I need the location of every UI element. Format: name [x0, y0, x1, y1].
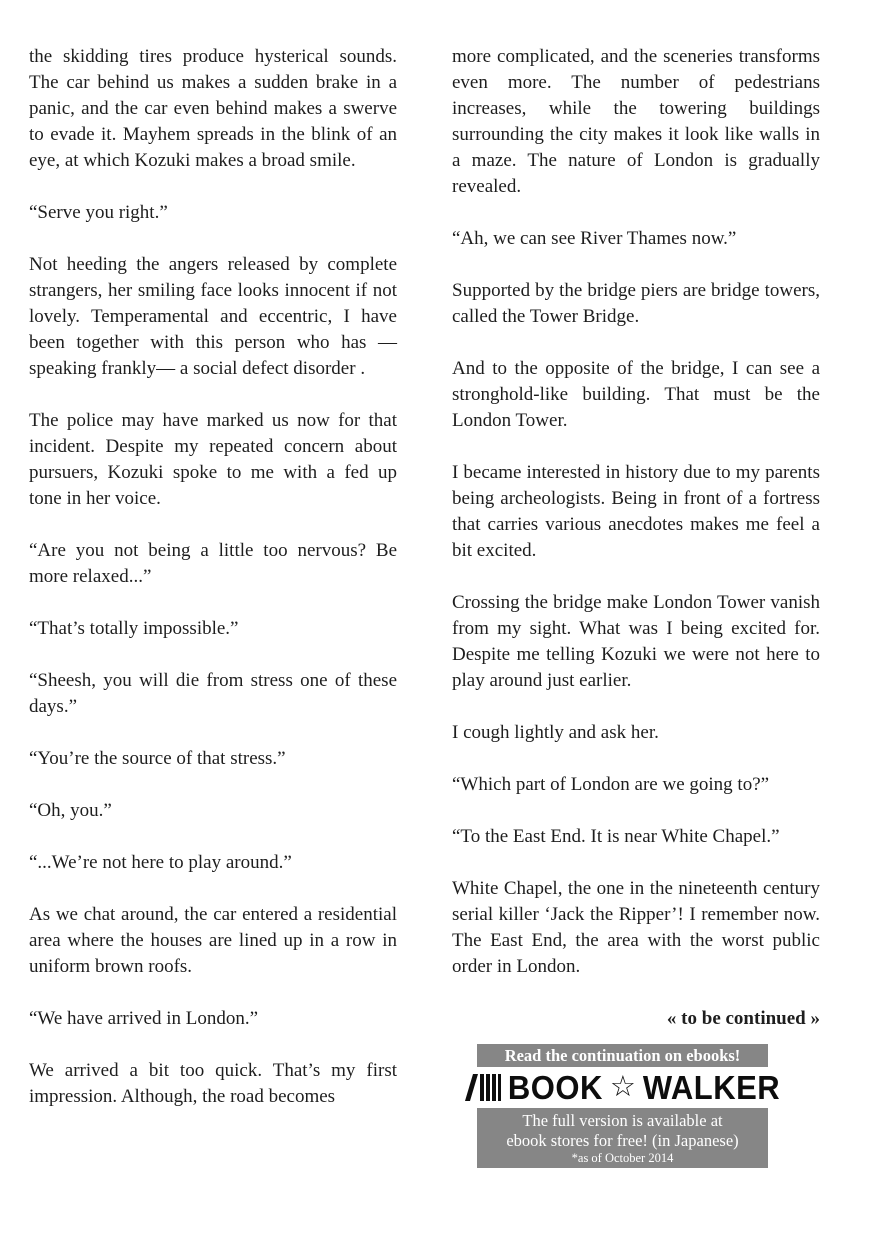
bookwalker-ad[interactable] — [477, 1044, 781, 1168]
paragraph: “You’re the source of that stress.” — [29, 748, 286, 769]
paragraph: Crossing the bridge make London Tower vanish from my sight. What was I being excited for. Despite me telling Kozuki we were not here to play around just earlier. — [452, 592, 820, 691]
paragraph: The police may have marked us now for that incident. Despite my repeated concern about pursuers, Kozuki spoke to me with a fed up tone in her voice. — [29, 410, 397, 509]
star-icon: ☆ — [609, 1070, 636, 1103]
paragraph: Not heeding the angers released by complete strangers, her smiling face looks innocent if not lovely. Temperamental and eccentric, I have been together with this person who has —speaking frankly— a social defect disorder . — [29, 254, 397, 379]
ad-footer-line2: ebook stores for free! (in Japanese) — [506, 1131, 739, 1150]
paragraph: I became interested in history due to my parents being archeologists. Being in front of a fortress that carries various anecdotes makes me feel a bit excited. — [452, 462, 820, 561]
paragraph: “To the East End. It is near White Chapel.” — [452, 826, 780, 847]
logo-text-book: BOOK — [507, 1068, 603, 1106]
paragraph: “Serve you right.” — [29, 202, 168, 223]
to-be-continued: « to be continued » — [666, 1008, 820, 1029]
right-column — [452, 44, 820, 1168]
paragraph: As we chat around, the car entered a residential area where the houses are lined up in a row in uniform brown roofs. — [29, 904, 397, 977]
paragraph: “Oh, you.” — [29, 800, 112, 821]
ad-footer-note: *as of October 2014 — [571, 1151, 674, 1165]
paragraph: We arrived a bit too quick. That’s my first impression. Although, the road becomes — [29, 1060, 397, 1107]
paragraph: “We have arrived in London.” — [29, 1008, 259, 1029]
paragraph: “Are you not being a little too nervous? Be more relaxed...” — [29, 540, 397, 587]
left-column — [29, 44, 397, 1136]
paragraph: White Chapel, the one in the nineteenth century serial killer ‘Jack the Ripper’! I remember now. The East End, the area with the worst public order in London. — [452, 878, 820, 977]
ad-headline: Read the continuation on ebooks! — [477, 1044, 768, 1067]
paragraph: the skidding tires produce hysterical sounds. The car behind us makes a sudden brake in a panic, and the car even behind makes a swerve to evade it. Mayhem spreads in the blink of an eye, at which Kozuki makes a broad smile. — [29, 46, 397, 171]
paragraph: I cough lightly and ask her. — [452, 722, 659, 743]
paragraph: Supported by the bridge piers are bridge towers, called the Tower Bridge. — [452, 280, 820, 327]
logo-text-walker: WALKER — [642, 1068, 781, 1106]
paragraph: “Ah, we can see River Thames now.” — [452, 228, 737, 249]
paragraph: And to the opposite of the bridge, I can see a stronghold-like building. That must be the London Tower. — [452, 358, 820, 431]
paragraph: “Sheesh, you will die from stress one of these days.” — [29, 670, 397, 717]
ad-footer-line1: The full version is available at — [522, 1111, 723, 1130]
paragraph: more complicated, and the sceneries transforms even more. The number of pedestrians increases, while the towering buildings surrounding the city makes it look like walls in a maze. The nature of London is gradually revealed. — [452, 46, 820, 197]
paragraph: “That’s totally impossible.” — [29, 618, 239, 639]
bookwalker-logo — [477, 1067, 781, 1108]
paragraph: “Which part of London are we going to?” — [452, 774, 770, 795]
paragraph: “...We’re not here to play around.” — [29, 852, 292, 873]
book-pages-icon — [465, 1074, 501, 1101]
ad-footer — [477, 1108, 768, 1168]
